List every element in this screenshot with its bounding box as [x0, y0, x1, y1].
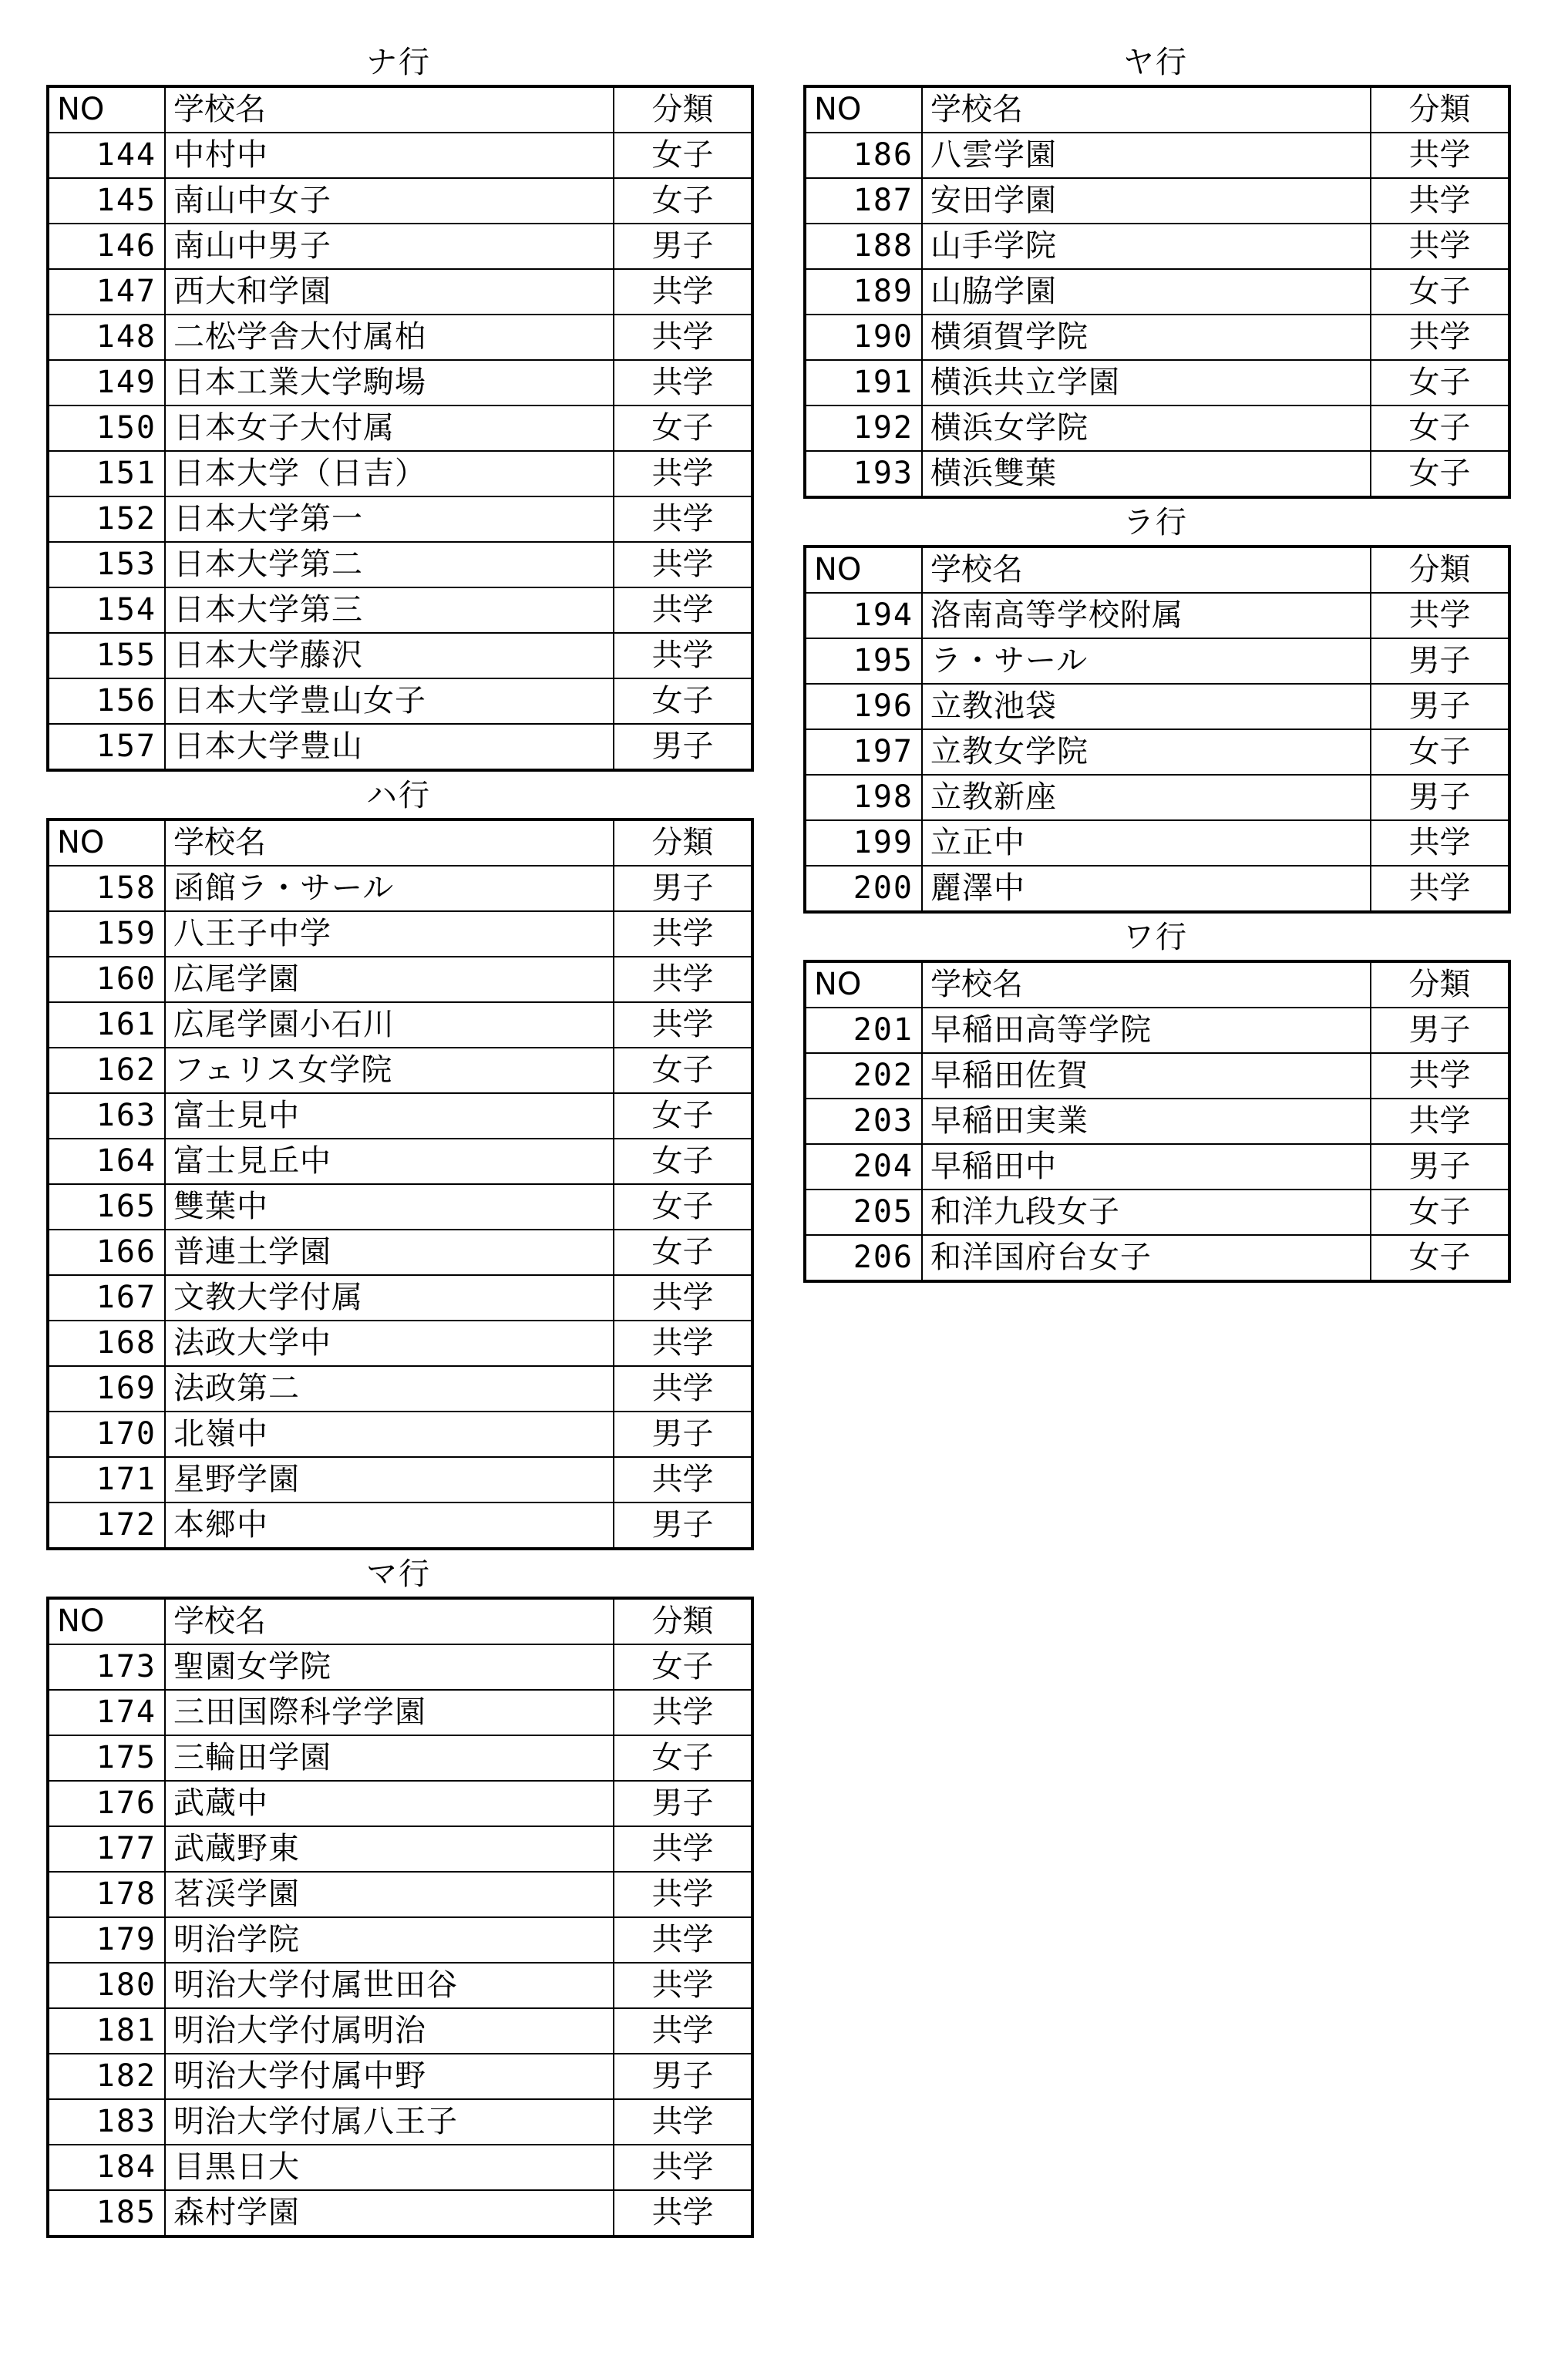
header-no: NO: [48, 1598, 165, 1644]
table-row: [805, 866, 1509, 912]
table-row: [805, 593, 1509, 638]
school-category: 共学: [614, 542, 752, 587]
table-row: [48, 405, 752, 451]
school-category: 女子: [614, 1230, 752, 1275]
table-row: [48, 957, 752, 1002]
school-category: 共学: [614, 451, 752, 496]
school-category: 女子: [614, 405, 752, 451]
table-row: [805, 684, 1509, 729]
school-no: 203: [805, 1099, 922, 1144]
school-category: 共学: [614, 269, 752, 315]
school-table: [803, 960, 1511, 1283]
header-name: 学校名: [922, 547, 1371, 593]
school-category: 女子: [1371, 451, 1509, 497]
table-header-row: [805, 547, 1509, 593]
header-category: 分類: [614, 819, 752, 866]
table-row: [805, 269, 1509, 315]
school-name: 雙葉中: [165, 1184, 614, 1230]
school-no: 206: [805, 1235, 922, 1281]
table-row: [48, 315, 752, 360]
header-name: 学校名: [165, 1598, 614, 1644]
table-row: [805, 224, 1509, 269]
school-category: 共学: [614, 911, 752, 957]
school-name: 中村中: [165, 133, 614, 178]
table-row: [805, 638, 1509, 684]
school-no: 179: [48, 1917, 165, 1963]
school-no: 156: [48, 678, 165, 724]
school-category: 女子: [1371, 729, 1509, 775]
table-row: [48, 1502, 752, 1549]
school-no: 193: [805, 451, 922, 497]
school-no: 204: [805, 1144, 922, 1190]
table-row: [48, 451, 752, 496]
school-category: 女子: [614, 133, 752, 178]
school-category: 男子: [614, 866, 752, 911]
school-no: 174: [48, 1690, 165, 1735]
table-row: [48, 2099, 752, 2145]
school-name: ラ・サール: [922, 638, 1371, 684]
table-row: [48, 1457, 752, 1502]
school-category: 男子: [1371, 1144, 1509, 1190]
school-name: 日本大学藤沢: [165, 633, 614, 678]
school-category: 女子: [1371, 269, 1509, 315]
school-category: 共学: [614, 1963, 752, 2008]
table-row: [805, 1235, 1509, 1281]
table-row: [48, 269, 752, 315]
header-no: NO: [805, 547, 922, 593]
header-category: 分類: [614, 1598, 752, 1644]
school-no: 150: [48, 405, 165, 451]
header-category: 分類: [614, 86, 752, 133]
school-no: 171: [48, 1457, 165, 1502]
school-name: 明治大学付属明治: [165, 2008, 614, 2054]
school-name: 広尾学園小石川: [165, 1002, 614, 1048]
school-name: 富士見中: [165, 1093, 614, 1139]
school-category: 女子: [1371, 1235, 1509, 1281]
school-category: 共学: [614, 1366, 752, 1412]
school-category: 男子: [1371, 684, 1509, 729]
table-row: [48, 1366, 752, 1412]
school-name: 早稲田中: [922, 1144, 1371, 1190]
header-no: NO: [48, 86, 165, 133]
school-name: 横須賀学院: [922, 315, 1371, 360]
school-category: 共学: [614, 1002, 752, 1048]
school-no: 200: [805, 866, 922, 912]
school-name: 本郷中: [165, 1502, 614, 1549]
school-name: 麗澤中: [922, 866, 1371, 912]
header-no: NO: [48, 819, 165, 866]
school-category: 共学: [1371, 866, 1509, 912]
school-no: 168: [48, 1321, 165, 1366]
school-name: 山手学院: [922, 224, 1371, 269]
school-no: 178: [48, 1872, 165, 1917]
school-no: 186: [805, 133, 922, 178]
table-row: [805, 820, 1509, 866]
table-row: [48, 1230, 752, 1275]
school-category: 男子: [614, 1502, 752, 1549]
school-name: 八王子中学: [165, 911, 614, 957]
header-category: 分類: [1371, 86, 1509, 133]
school-category: 共学: [614, 496, 752, 542]
school-name: 日本大学（日吉）: [165, 451, 614, 496]
school-category: 共学: [614, 1872, 752, 1917]
school-category: 共学: [1371, 178, 1509, 224]
table-row: [48, 1093, 752, 1139]
school-category: 女子: [614, 1184, 752, 1230]
table-row: [48, 1412, 752, 1457]
school-name: 立教池袋: [922, 684, 1371, 729]
school-no: 160: [48, 957, 165, 1002]
school-no: 181: [48, 2008, 165, 2054]
school-name: 日本工業大学駒場: [165, 360, 614, 405]
school-no: 188: [805, 224, 922, 269]
school-category: 男子: [614, 2054, 752, 2099]
school-category: 男子: [614, 1781, 752, 1826]
section-title: ワ行: [1123, 920, 1188, 955]
school-table: [803, 85, 1511, 499]
school-name: 明治大学付属世田谷: [165, 1963, 614, 2008]
table-row: [48, 1321, 752, 1366]
table-row: [805, 1144, 1509, 1190]
school-name: 三輪田学園: [165, 1735, 614, 1781]
left-column: [46, 39, 751, 2238]
table-row: [48, 1139, 752, 1184]
table-row: [48, 1048, 752, 1093]
school-category: 共学: [614, 957, 752, 1002]
school-name: 南山中女子: [165, 178, 614, 224]
school-no: 184: [48, 2145, 165, 2190]
school-no: 146: [48, 224, 165, 269]
school-category: 女子: [614, 1093, 752, 1139]
school-no: 194: [805, 593, 922, 638]
school-no: 157: [48, 724, 165, 770]
school-category: 共学: [614, 2190, 752, 2236]
school-name: 普連土学園: [165, 1230, 614, 1275]
school-category: 共学: [1371, 224, 1509, 269]
school-name: 南山中男子: [165, 224, 614, 269]
table-row: [48, 1184, 752, 1230]
table-row: [48, 587, 752, 633]
school-name: 山脇学園: [922, 269, 1371, 315]
school-no: 177: [48, 1826, 165, 1872]
table-row: [48, 724, 752, 770]
table-row: [48, 1826, 752, 1872]
school-no: 159: [48, 911, 165, 957]
school-no: 172: [48, 1502, 165, 1549]
section-title: ラ行: [1123, 505, 1188, 540]
school-name: 八雲学園: [922, 133, 1371, 178]
school-no: 176: [48, 1781, 165, 1826]
school-category: 共学: [614, 360, 752, 405]
school-name: 函館ラ・サール: [165, 866, 614, 911]
school-category: 女子: [1371, 405, 1509, 451]
school-no: 144: [48, 133, 165, 178]
school-category: 女子: [614, 1048, 752, 1093]
school-category: 男子: [1371, 1008, 1509, 1053]
school-no: 173: [48, 1644, 165, 1690]
school-name: 北嶺中: [165, 1412, 614, 1457]
table-row: [48, 224, 752, 269]
table-row: [805, 1053, 1509, 1099]
school-no: 196: [805, 684, 922, 729]
school-no: 202: [805, 1053, 922, 1099]
table-header-row: [805, 961, 1509, 1008]
school-name: 富士見丘中: [165, 1139, 614, 1184]
school-no: 205: [805, 1190, 922, 1235]
school-name: 法政大学中: [165, 1321, 614, 1366]
school-category: 女子: [614, 1139, 752, 1184]
school-name: 武蔵中: [165, 1781, 614, 1826]
school-no: 198: [805, 775, 922, 820]
table-header-row: [48, 86, 752, 133]
table-row: [48, 542, 752, 587]
school-name: 日本大学第二: [165, 542, 614, 587]
table-row: [805, 451, 1509, 497]
school-no: 182: [48, 2054, 165, 2099]
table-row: [48, 633, 752, 678]
table-row: [48, 1002, 752, 1048]
school-no: 161: [48, 1002, 165, 1048]
section-title: ヤ行: [1123, 45, 1188, 80]
school-no: 190: [805, 315, 922, 360]
school-name: 日本大学豊山女子: [165, 678, 614, 724]
table-row: [805, 775, 1509, 820]
school-no: 180: [48, 1963, 165, 2008]
table-row: [48, 496, 752, 542]
school-name: 安田学園: [922, 178, 1371, 224]
school-name: 二松学舎大付属柏: [165, 315, 614, 360]
table-row: [805, 405, 1509, 451]
school-no: 183: [48, 2099, 165, 2145]
school-category: 共学: [1371, 315, 1509, 360]
school-no: 167: [48, 1275, 165, 1321]
school-category: 共学: [614, 1690, 752, 1735]
header-name: 学校名: [922, 961, 1371, 1008]
school-category: 女子: [1371, 360, 1509, 405]
school-no: 162: [48, 1048, 165, 1093]
table-row: [48, 1690, 752, 1735]
school-name: 明治大学付属中野: [165, 2054, 614, 2099]
table-row: [48, 678, 752, 724]
school-name: 目黒日大: [165, 2145, 614, 2190]
school-no: 175: [48, 1735, 165, 1781]
school-category: 共学: [614, 1826, 752, 1872]
school-name: フェリス女学院: [165, 1048, 614, 1093]
table-row: [48, 1644, 752, 1690]
school-no: 154: [48, 587, 165, 633]
header-name: 学校名: [165, 819, 614, 866]
header-no: NO: [805, 961, 922, 1008]
school-name: 森村学園: [165, 2190, 614, 2236]
school-category: 共学: [614, 2099, 752, 2145]
school-no: 185: [48, 2190, 165, 2236]
header-no: NO: [805, 86, 922, 133]
school-category: 共学: [1371, 1099, 1509, 1144]
school-name: 早稲田実業: [922, 1099, 1371, 1144]
school-name: 西大和学園: [165, 269, 614, 315]
school-no: 155: [48, 633, 165, 678]
school-category: 共学: [614, 587, 752, 633]
school-name: 明治大学付属八王子: [165, 2099, 614, 2145]
school-category: 女子: [1371, 1190, 1509, 1235]
school-name: 早稲田佐賀: [922, 1053, 1371, 1099]
school-no: 151: [48, 451, 165, 496]
school-category: 共学: [614, 633, 752, 678]
school-category: 男子: [614, 724, 752, 770]
table-header-row: [805, 86, 1509, 133]
school-no: 192: [805, 405, 922, 451]
school-name: 横浜共立学園: [922, 360, 1371, 405]
school-category: 共学: [614, 1321, 752, 1366]
school-name: 武蔵野東: [165, 1826, 614, 1872]
school-name: 茗渓学園: [165, 1872, 614, 1917]
school-no: 169: [48, 1366, 165, 1412]
school-no: 145: [48, 178, 165, 224]
header-name: 学校名: [165, 86, 614, 133]
school-category: 共学: [1371, 133, 1509, 178]
school-category: 女子: [614, 678, 752, 724]
table-row: [805, 360, 1509, 405]
school-name: 広尾学園: [165, 957, 614, 1002]
table-header-row: [48, 1598, 752, 1644]
school-no: 195: [805, 638, 922, 684]
table-row: [48, 866, 752, 911]
school-name: 明治学院: [165, 1917, 614, 1963]
school-table: [46, 85, 754, 772]
school-no: 199: [805, 820, 922, 866]
table-row: [48, 1872, 752, 1917]
school-name: 文教大学付属: [165, 1275, 614, 1321]
school-no: 201: [805, 1008, 922, 1053]
table-row: [805, 315, 1509, 360]
header-name: 学校名: [922, 86, 1371, 133]
school-name: 和洋国府台女子: [922, 1235, 1371, 1281]
school-category: 共学: [614, 2145, 752, 2190]
table-row: [805, 178, 1509, 224]
table-row: [48, 2054, 752, 2099]
school-category: 女子: [614, 1644, 752, 1690]
school-category: 共学: [614, 2008, 752, 2054]
school-name: 洛南高等学校附属: [922, 593, 1371, 638]
table-row: [805, 133, 1509, 178]
school-name: 日本大学第一: [165, 496, 614, 542]
school-name: 横浜雙葉: [922, 451, 1371, 497]
table-row: [48, 1963, 752, 2008]
table-row: [48, 1735, 752, 1781]
school-no: 147: [48, 269, 165, 315]
table-row: [805, 1190, 1509, 1235]
school-name: 横浜女学院: [922, 405, 1371, 451]
school-name: 日本大学豊山: [165, 724, 614, 770]
header-category: 分類: [1371, 547, 1509, 593]
school-name: 立正中: [922, 820, 1371, 866]
school-category: 共学: [1371, 593, 1509, 638]
table-row: [48, 1781, 752, 1826]
school-category: 男子: [614, 1412, 752, 1457]
school-name: 法政第二: [165, 1366, 614, 1412]
school-category: 女子: [614, 178, 752, 224]
school-name: 立教女学院: [922, 729, 1371, 775]
header-category: 分類: [1371, 961, 1509, 1008]
school-category: 女子: [614, 1735, 752, 1781]
school-name: 和洋九段女子: [922, 1190, 1371, 1235]
school-no: 148: [48, 315, 165, 360]
section-title: ナ行: [366, 45, 431, 80]
school-no: 197: [805, 729, 922, 775]
school-no: 158: [48, 866, 165, 911]
school-category: 共学: [614, 1457, 752, 1502]
school-category: 共学: [614, 1275, 752, 1321]
section-title: ハ行: [366, 778, 431, 813]
school-no: 187: [805, 178, 922, 224]
right-column: [803, 39, 1508, 1283]
table-header-row: [48, 819, 752, 866]
table-row: [48, 2145, 752, 2190]
school-category: 男子: [1371, 638, 1509, 684]
school-no: 153: [48, 542, 165, 587]
school-table: [46, 1597, 754, 2238]
table-row: [48, 133, 752, 178]
table-row: [805, 1008, 1509, 1053]
school-name: 日本大学第三: [165, 587, 614, 633]
school-category: 共学: [614, 315, 752, 360]
school-no: 166: [48, 1230, 165, 1275]
school-name: 三田国際科学学園: [165, 1690, 614, 1735]
school-no: 170: [48, 1412, 165, 1457]
school-table: [803, 545, 1511, 914]
school-category: 男子: [1371, 775, 1509, 820]
school-category: 共学: [614, 1917, 752, 1963]
school-name: 早稲田高等学院: [922, 1008, 1371, 1053]
school-no: 149: [48, 360, 165, 405]
school-category: 共学: [1371, 820, 1509, 866]
school-name: 立教新座: [922, 775, 1371, 820]
school-name: 星野学園: [165, 1457, 614, 1502]
table-row: [805, 1099, 1509, 1144]
school-category: 共学: [1371, 1053, 1509, 1099]
school-name: 日本女子大付属: [165, 405, 614, 451]
table-row: [48, 360, 752, 405]
table-row: [48, 2190, 752, 2236]
school-name: 聖園女学院: [165, 1644, 614, 1690]
table-row: [805, 729, 1509, 775]
school-no: 191: [805, 360, 922, 405]
school-no: 152: [48, 496, 165, 542]
table-row: [48, 1275, 752, 1321]
section-title: マ行: [366, 1556, 431, 1592]
table-row: [48, 1917, 752, 1963]
table-row: [48, 911, 752, 957]
school-no: 189: [805, 269, 922, 315]
school-no: 164: [48, 1139, 165, 1184]
school-no: 165: [48, 1184, 165, 1230]
school-no: 163: [48, 1093, 165, 1139]
school-category: 男子: [614, 224, 752, 269]
school-table: [46, 818, 754, 1550]
table-row: [48, 2008, 752, 2054]
table-row: [48, 178, 752, 224]
